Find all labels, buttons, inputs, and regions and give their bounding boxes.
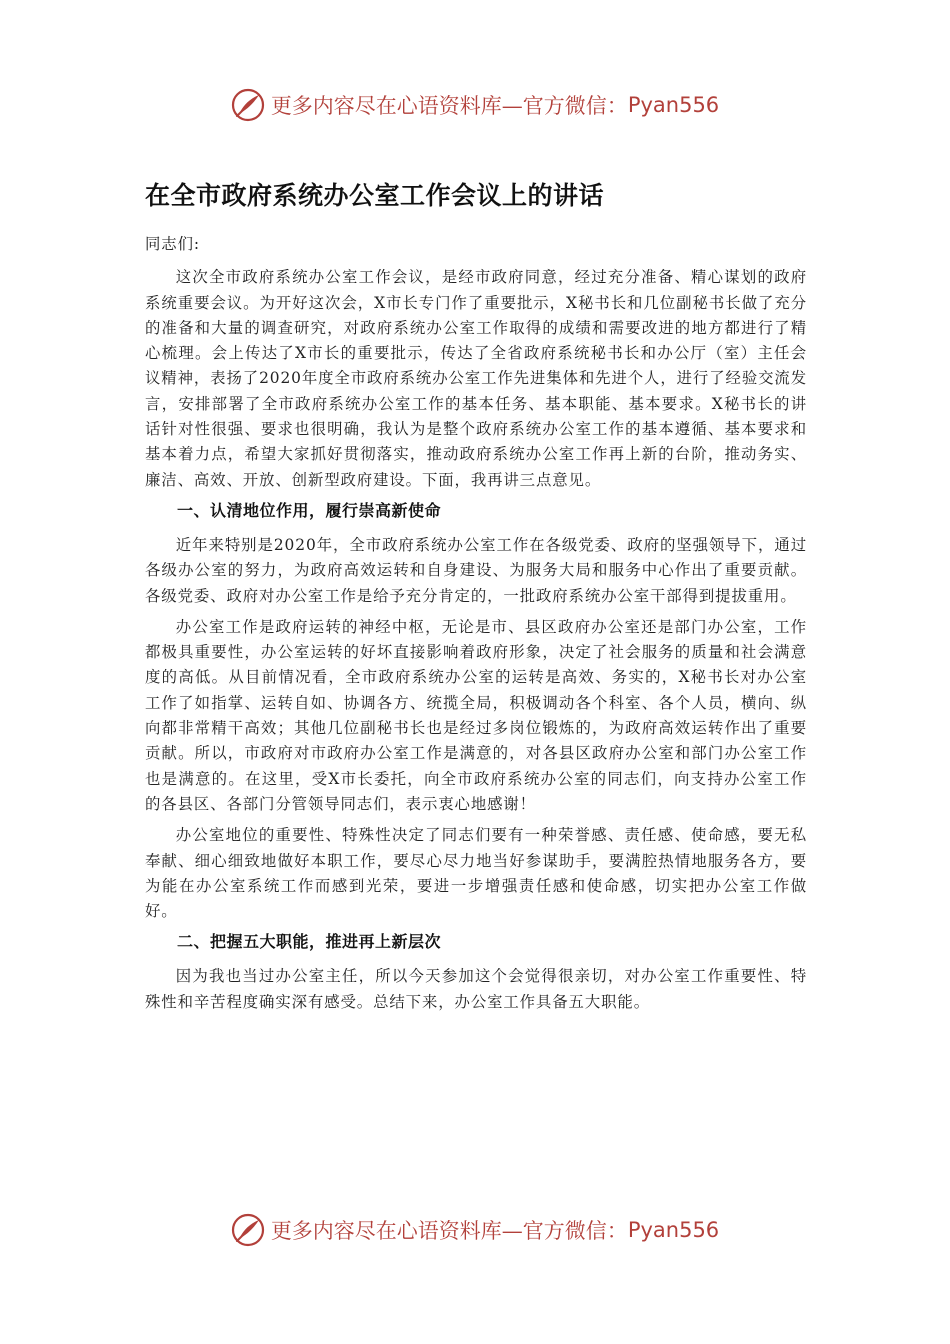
quill-logo-icon xyxy=(231,1213,265,1247)
section-heading-1: 一、认清地位作用，履行崇高新使命 xyxy=(177,500,442,520)
header-banner xyxy=(0,85,950,125)
section-heading-2: 二、把握五大职能，推进再上新层次 xyxy=(177,932,442,952)
intro-paragraph: 这次全市政府系统办公室工作会议，是经市政府同意，经过充分准备、精心谋划的政府系统重要会议。为开好这次会，X市长专门作了重要批示，X秘书长和几位副秘书长做了充分的准备和大量的调查研究，对政府系统办公室工作取得的成绩和需要改进的地方都进行了精心梳理。会上传达了X市长的重要批示，传达了全省政府系统秘书长和办公厅（室）主任会议精神，表扬了2020年度全市政府系统办公室工作先进集体和先进个人，进行了经验交流发言，安排部署了全市政府系统办公室工作的基本任务、基本职能、基本要求。X秘书长的讲话针对性很强、要求也很明确，我认为是整个政府系统办公室工作的基本遵循、基本要求和基本着力点，希望大家抓好贯彻落实，推动政府系统办公室工作再上新的台阶，推动务实、廉洁、高效、开放、创新型政府建设。下面，我再讲三点意见。 xyxy=(145,268,807,489)
document-body xyxy=(145,232,807,1021)
paragraph: 近年来特别是2020年，全市政府系统办公室工作在各级党委、政府的坚强领导下，通过各级办公室的努力，为政府高效运转和自身建设、为服务大局和服务中心作出了重要贡献。各级党委、政府对办公室工作是给予充分肯定的，一批政府系统办公室干部得到提拔重用。 xyxy=(145,535,807,605)
banner-text: 更多内容尽在心语资料库—官方微信： xyxy=(270,1219,628,1243)
paragraph: 办公室工作是政府运转的神经中枢，无论是市、县区政府办公室还是部门办公室，工作都极具重要性，办公室运转的好坏直接影响着政府形象，决定了社会服务的质量和社会满意度的高低。从目前情况看，全市政府系统办公室的运转是高效、务实的，X秘书长对办公室工作了如指掌、运转自如、协调各方、统揽全局，积极调动各个科室、各个人员，横向、纵向都非常精干高效；其他几位副秘书长也是经过多岗位锻炼的，为政府高效运转作出了重要贡献。所以，市政府对市政府办公室工作是满意的，对各县区政府办公室和部门办公室工作也是满意的。在这里，受X市长委托，向全市政府系统办公室的同志们，向支持办公室工作的各县区、各部门分管领导同志们，表示衷心地感谢！ xyxy=(145,617,807,813)
salutation: 同志们: xyxy=(145,235,200,253)
page-title: 在全市政府系统办公室工作会议上的讲话 xyxy=(145,181,605,210)
banner-wechat-id: Pyan556 xyxy=(627,93,720,117)
banner-text: 更多内容尽在心语资料库—官方微信： xyxy=(270,94,628,118)
banner-wechat-id: Pyan556 xyxy=(627,1218,720,1242)
paragraph: 因为我也当过办公室主任，所以今天参加这个会觉得很亲切，对办公室工作重要性、特殊性和辛苦程度确实深有感受。总结下来，办公室工作具备五大职能。 xyxy=(145,967,807,1011)
paragraph: 办公室地位的重要性、特殊性决定了同志们要有一种荣誉感、责任感、使命感，要无私奉献、细心细致地做好本职工作，要尽心尽力地当好参谋助手，要满腔热情地服务各方，要为能在办公室系统工作而感到光荣，要进一步增强责任感和使命感，切实把办公室工作做好。 xyxy=(145,826,807,921)
footer-banner xyxy=(0,1210,950,1250)
quill-logo-icon xyxy=(231,88,265,122)
